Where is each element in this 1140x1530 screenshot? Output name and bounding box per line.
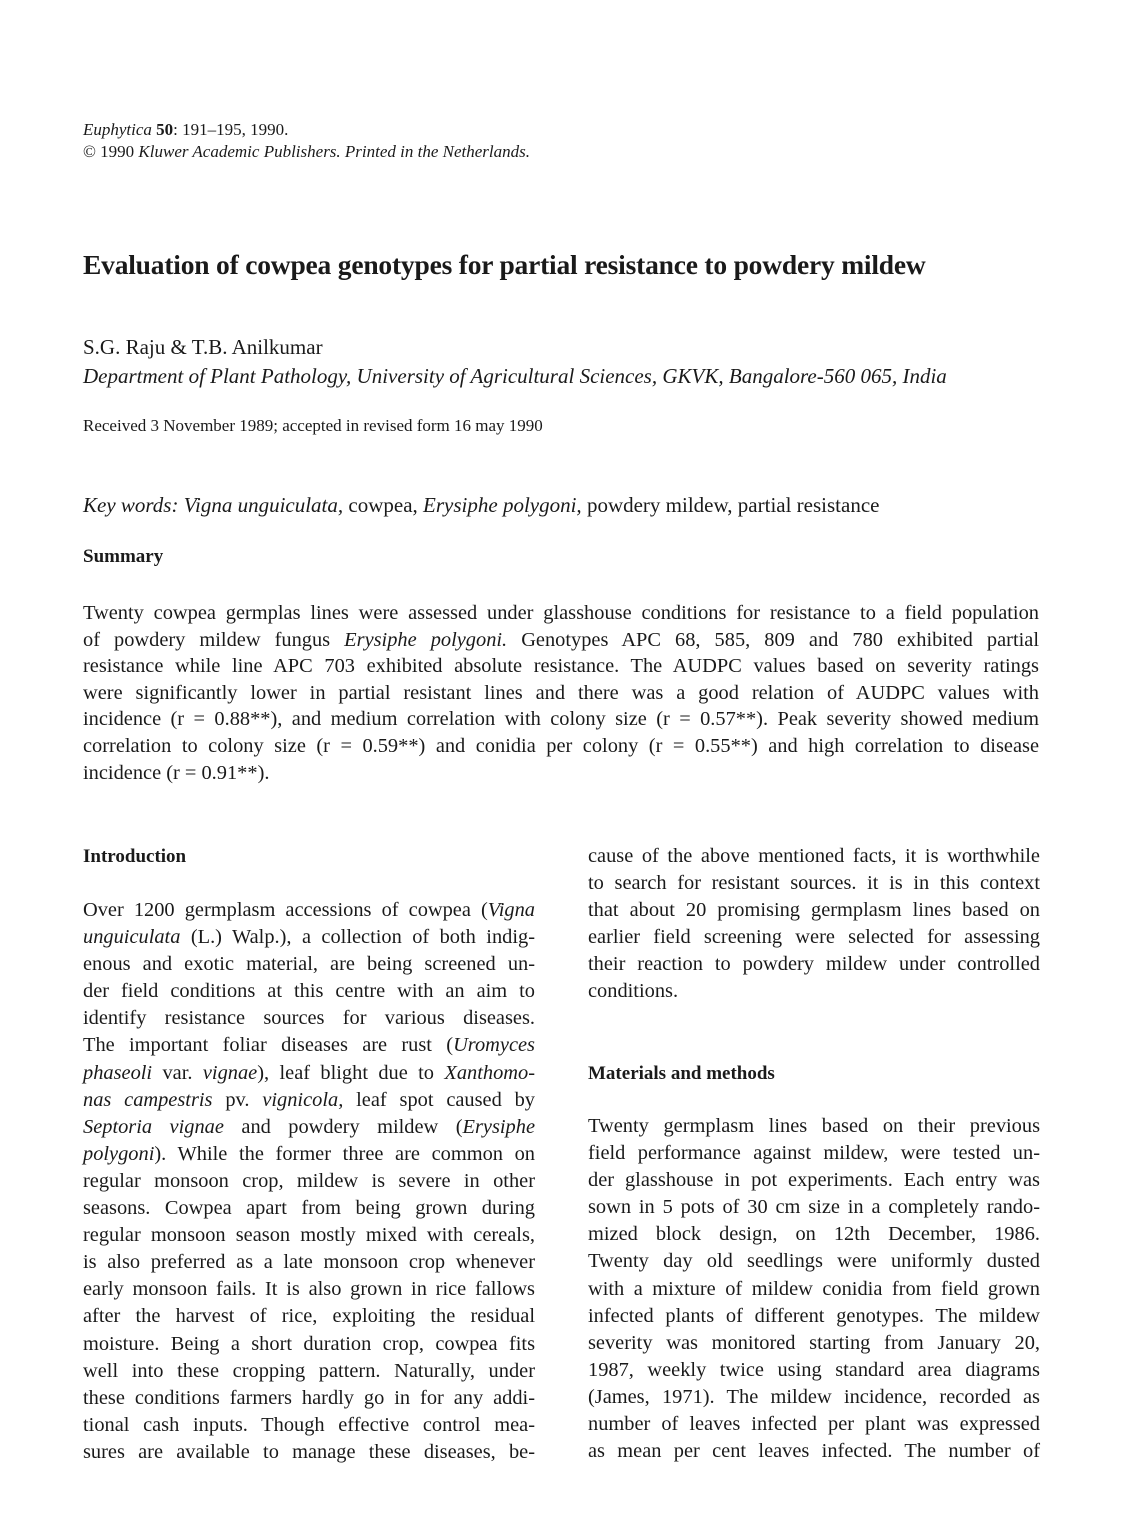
- intro-text-fragment: var.: [162, 1061, 193, 1084]
- intro-species: Erysiphe: [462, 1115, 535, 1138]
- copyright-year: © 1990: [83, 142, 135, 161]
- intro-species: vignicola,: [262, 1088, 344, 1111]
- summary-line: [83, 627, 1039, 654]
- intro-text-fragment: leaf spot caused by: [356, 1088, 535, 1111]
- intro-text-fragment: (L.) Walp.), a collection of both indig-: [190, 926, 535, 949]
- keyword-rest: powdery mildew, partial resistance: [586, 493, 880, 517]
- intro-line: [83, 897, 535, 924]
- intro-species: Uromyces: [453, 1034, 535, 1057]
- methods-line: with a mixture of mildew conidia from field grown: [588, 1277, 1040, 1300]
- keyword-erysiphe: Erysiphe polygoni,: [423, 493, 582, 517]
- methods-line: severity was monitored starting from January 20,: [588, 1331, 1040, 1354]
- intro-species: unguiculata: [83, 926, 181, 949]
- intro-species: nas campestris: [83, 1088, 213, 1111]
- intro-line: well into these cropping pattern. Naturally, under: [83, 1359, 535, 1382]
- received-date: Received 3 November 1989; accepted in revised form 16 may 1990: [83, 416, 543, 435]
- copyright-line: [83, 141, 530, 163]
- introduction-paragraph: [83, 897, 535, 1466]
- keyword-cowpea: cowpea,: [348, 493, 418, 517]
- methods-paragraph: [588, 1113, 1040, 1465]
- keywords: [83, 492, 879, 518]
- intro-species: Xanthomo-: [444, 1061, 536, 1084]
- intro-line: [83, 1032, 535, 1059]
- intro-cont-line: earlier field screening were selected for assessing: [588, 926, 1040, 949]
- intro-species: vignae: [202, 1061, 258, 1084]
- intro-species: Septoria vignae: [83, 1115, 224, 1138]
- intro-line: [83, 924, 535, 951]
- summary-heading: Summary: [83, 546, 164, 567]
- intro-cont-line: that about 20 promising germplasm lines based on: [588, 899, 1040, 922]
- authors: S.G. Raju & T.B. Anilkumar: [83, 335, 323, 359]
- intro-text-fragment: and powdery mildew (: [241, 1115, 463, 1138]
- methods-line: as mean per cent leaves infected. The number of: [588, 1440, 1040, 1463]
- intro-line: enous and exotic material, are being screened un-: [83, 953, 535, 976]
- summary-line: incidence (r = 0.91**).: [83, 761, 270, 784]
- journal-name: Euphytica: [83, 120, 152, 139]
- methods-line: Twenty germplasm lines based on their previous: [588, 1115, 1040, 1137]
- paper-title: Evaluation of cowpea genotypes for partial resistance to powdery mildew: [83, 249, 926, 280]
- intro-line: seasons. Cowpea apart from being grown during: [83, 1197, 535, 1220]
- intro-text-fragment: The important foliar diseases are rust (: [83, 1034, 454, 1057]
- intro-line: der field conditions at this centre with an aim to: [83, 980, 535, 1003]
- intro-continuation-paragraph: [588, 843, 1040, 1006]
- summary-species: Erysiphe polygoni.: [344, 628, 508, 651]
- methods-heading: Materials and methods: [588, 1063, 775, 1084]
- intro-line: [83, 1060, 535, 1087]
- intro-line: [83, 1141, 535, 1168]
- copyright-publisher: Kluwer Academic Publishers. Printed in the Netherlands.: [138, 142, 531, 161]
- intro-text-fragment: pv.: [225, 1088, 250, 1111]
- summary-line: were significantly lower in partial resistant lines and there was a good relation of AUDPC values with: [83, 681, 1039, 704]
- methods-line: sown in 5 pots of 30 cm size in a completely rando-: [588, 1196, 1040, 1219]
- journal-pages: : 191–195, 1990.: [173, 120, 289, 139]
- intro-species: Vigna: [487, 899, 535, 921]
- journal-citation: [83, 119, 530, 163]
- intro-line: after the harvest of rice, exploiting the residual: [83, 1305, 535, 1328]
- methods-line: Twenty day old seedlings were uniformly dusted: [588, 1250, 1040, 1273]
- intro-text-fragment: ). While the former three are common on: [154, 1142, 535, 1165]
- intro-species: phaseoli: [83, 1061, 153, 1084]
- intro-cont-line: cause of the above mentioned facts, it is worthwhile: [588, 845, 1040, 867]
- intro-line: regular monsoon season mostly mixed with cereals,: [83, 1224, 535, 1247]
- intro-line: tional cash inputs. Though effective control mea-: [83, 1413, 535, 1436]
- intro-line: moisture. Being a short duration crop, cowpea fits: [83, 1332, 535, 1355]
- intro-text-fragment: ), leaf blight due to: [257, 1061, 435, 1084]
- intro-cont-line: their reaction to powdery mildew under controlled: [588, 953, 1040, 976]
- methods-line: mized block design, on 12th December, 1986.: [588, 1223, 1040, 1246]
- keywords-label: Key words:: [83, 493, 179, 517]
- intro-line: early monsoon fails. It is also grown in rice fallows: [83, 1278, 535, 1301]
- intro-line: is also preferred as a late monsoon crop whenever: [83, 1251, 535, 1274]
- intro-line: these conditions farmers hardly go in for any addi-: [83, 1386, 535, 1409]
- journal-volume: 50: [156, 120, 174, 139]
- intro-line: regular monsoon crop, mildew is severe in other: [83, 1169, 535, 1192]
- intro-text-fragment: Over 1200 germplasm accessions of cowpea (: [83, 899, 488, 921]
- introduction-heading: Introduction: [83, 846, 187, 867]
- intro-species: polygoni: [83, 1142, 155, 1165]
- intro-line: sures are available to manage these diseases, be-: [83, 1440, 535, 1463]
- methods-line: infected plants of different genotypes. The mildew: [588, 1304, 1040, 1327]
- citation-line: [83, 119, 530, 141]
- intro-cont-line: to search for resistant sources. it is in this context: [588, 872, 1040, 895]
- summary-line: Twenty cowpea germplas lines were assessed under glasshouse conditions for resistance to a field population: [83, 602, 1039, 624]
- summary-line: correlation to colony size (r = 0.59**) and conidia per colony (r = 0.55**) and high correlation to disease: [83, 734, 1039, 757]
- summary-text-fragment: Genotypes APC 68, 585, 809 and 780 exhibited partial: [521, 628, 1039, 651]
- intro-line: identify resistance sources for various diseases.: [83, 1007, 535, 1030]
- affiliation: Department of Plant Pathology, University of Agricultural Sciences, GKVK, Bangalore-560 065, India: [83, 364, 947, 388]
- methods-line: 1987, weekly twice using standard area diagrams: [588, 1358, 1040, 1381]
- summary-text-fragment: of powdery mildew fungus: [83, 628, 331, 651]
- keyword-vigna: Vigna unguiculata,: [183, 493, 344, 517]
- summary-line: resistance while line APC 703 exhibited absolute resistance. The AUDPC values based on severity ratings: [83, 655, 1039, 678]
- intro-line: [83, 1087, 535, 1114]
- methods-line: (James, 1971). The mildew incidence, recorded as: [588, 1385, 1040, 1408]
- intro-line: [83, 1114, 535, 1141]
- intro-cont-line: conditions.: [588, 980, 679, 1003]
- methods-line: der glasshouse in pot experiments. Each entry was: [588, 1169, 1040, 1192]
- methods-line: number of leaves infected per plant was expressed: [588, 1413, 1040, 1436]
- summary-paragraph: [83, 600, 1039, 786]
- summary-line: incidence (r = 0.88**), and medium correlation with colony size (r = 0.57**). Peak severity showed medium: [83, 708, 1039, 731]
- methods-line: field performance against mildew, were tested un-: [588, 1142, 1040, 1165]
